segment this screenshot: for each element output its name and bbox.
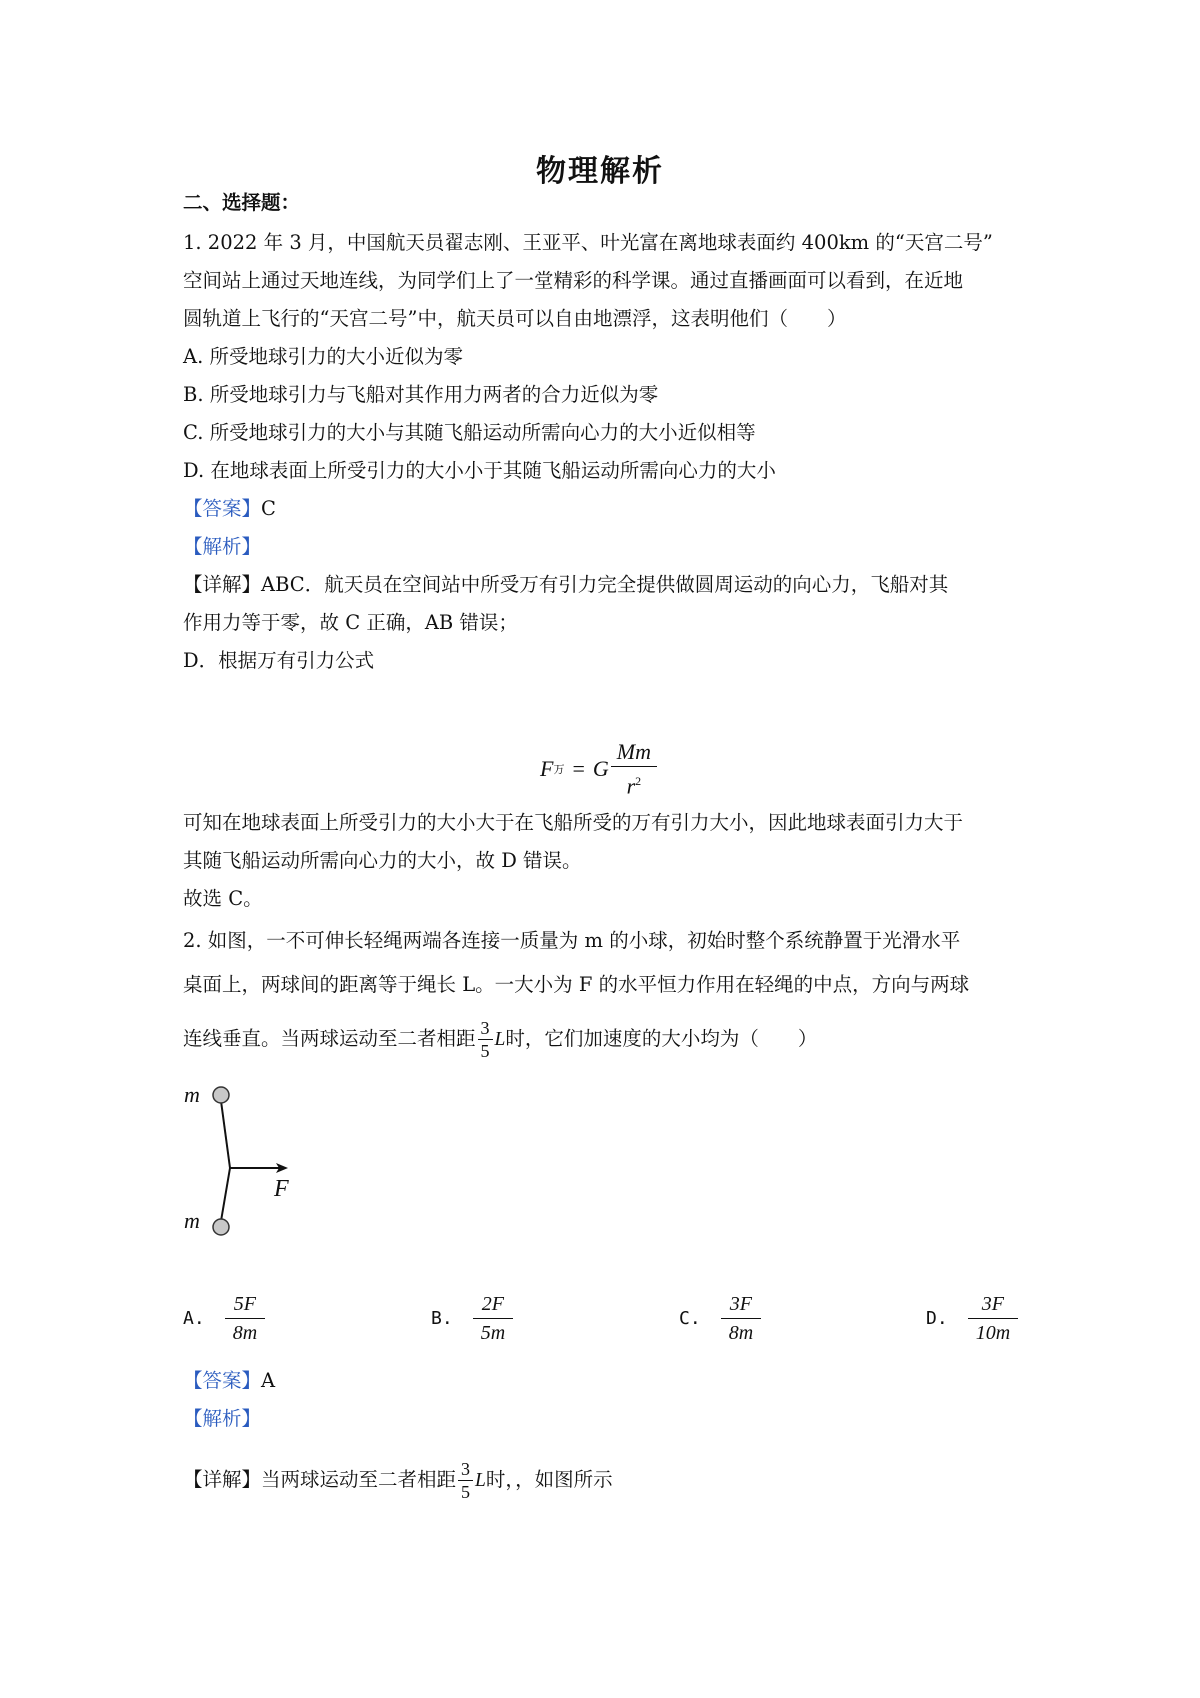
- q1-answer: [183, 496, 276, 522]
- q1-option-c: C. 所受地球引力的大小与其随飞船运动所需向心力的大小近似相等: [183, 421, 756, 444]
- q1-option-d: D. 在地球表面上所受引力的大小小于其随飞船运动所需向心力的大小: [183, 459, 776, 482]
- rope-balls-figure: [170, 1080, 330, 1240]
- answer-value: A: [261, 1369, 276, 1392]
- formula-exponent: 2: [635, 774, 642, 788]
- formula-lhs: F: [540, 756, 554, 782]
- answer-tag: 【答案】: [183, 1369, 262, 1392]
- formula-lhs-sub: 万: [553, 763, 565, 777]
- q1-detail-line-2: 作用力等于零，故 C 正确，AB 错误；: [183, 611, 518, 634]
- q2-line-2: 桌面上，两球间的距离等于绳长 L。一大小为 F 的水平恒力作用在轻绳的中点，方向与两球: [183, 973, 970, 996]
- ball-top: [213, 1087, 229, 1103]
- gravitation-formula: [540, 738, 659, 800]
- q1-detail-line-1: [183, 572, 948, 598]
- q2-detail-fraction: $\frac{3}{5}$: [458, 1458, 473, 1503]
- q1-after-line-3: 故选 C。: [183, 887, 263, 910]
- answer-value: C: [261, 497, 276, 520]
- q2-choice-d: D. $\frac{3F}{10m}$: [926, 1290, 1020, 1347]
- rope-upper: [221, 1101, 230, 1168]
- q2-choice-b: B. $\frac{2F}{5m}$: [431, 1290, 515, 1347]
- ball-bottom: [213, 1219, 229, 1235]
- section-heading: 二、选择题：: [183, 191, 301, 214]
- formula-equals: =: [572, 756, 585, 782]
- detail-tag: 【详解】: [183, 1468, 262, 1491]
- q1-option-b: B. 所受地球引力与飞船对其作用力两者的合力近似为零: [183, 383, 659, 406]
- formula-fraction: [611, 738, 657, 800]
- q1-line-1: 1. 2022 年 3 月，中国航天员翟志刚、王亚平、叶光富在离地球表面约 400km 的“天宫二号”: [183, 231, 993, 254]
- q2-answer: [183, 1368, 275, 1394]
- formula-numerator: Mm: [616, 739, 651, 764]
- q2-line-3: 连线垂直。当两球运动至二者相距 $\frac{3}{5}$ L时，它们加速度的大小均为（ ）: [183, 1018, 818, 1061]
- formula-denominator: $r^2$: [611, 766, 657, 800]
- q2-fraction: $\frac{3}{5}$: [478, 1017, 493, 1062]
- q2-analysis-tag: 【解析】: [183, 1407, 262, 1430]
- q1-after-line-1: 可知在地球表面上所受引力的大小大于在飞船所受的万有引力大小，因此地球表面引力大于: [183, 811, 964, 834]
- q1-line-2: 空间站上通过天地连线，为同学们上了一堂精彩的科学课。通过直播画面可以看到，在近地: [183, 269, 964, 292]
- q1-option-a: A. 所受地球引力的大小近似为零: [183, 345, 463, 368]
- detail-tag: 【详解】: [183, 573, 262, 596]
- q1-analysis-tag: 【解析】: [183, 535, 262, 558]
- force-label: F: [274, 1176, 289, 1202]
- answer-tag: 【答案】: [183, 497, 262, 520]
- mass-label-top: m: [184, 1082, 200, 1107]
- q2-choice-c: C. $\frac{3F}{8m}$: [679, 1290, 763, 1347]
- detail-text: ABC．航天员在空间站中所受万有引力完全提供做圆周运动的向心力，飞船对其: [261, 573, 949, 596]
- q2-detail-line: 【详解】当两球运动至二者相距 $\frac{3}{5}$ L时，，如图所示: [183, 1459, 613, 1502]
- q1-after-line-2: 其随飞船运动所需向心力的大小，故 D 错误。: [183, 849, 582, 872]
- q2-var-l: L: [494, 1029, 506, 1050]
- rope-lower: [221, 1168, 230, 1221]
- q2-choice-a: A. $\frac{5F}{8m}$: [183, 1290, 267, 1347]
- q1-line-3: 圆轨道上飞行的“天宫二号”中，航天员可以自由地漂浮，这表明他们（ ）: [183, 307, 847, 330]
- q1-detail-line-3: D．根据万有引力公式: [183, 649, 375, 672]
- q2-line-1: 2. 如图，一不可伸长轻绳两端各连接一质量为 m 的小球，初始时整个系统静置于光滑水平: [183, 929, 961, 952]
- page-title: 物理解析: [536, 154, 664, 189]
- mass-label-bottom: m: [184, 1208, 200, 1233]
- formula-g: G: [592, 756, 609, 782]
